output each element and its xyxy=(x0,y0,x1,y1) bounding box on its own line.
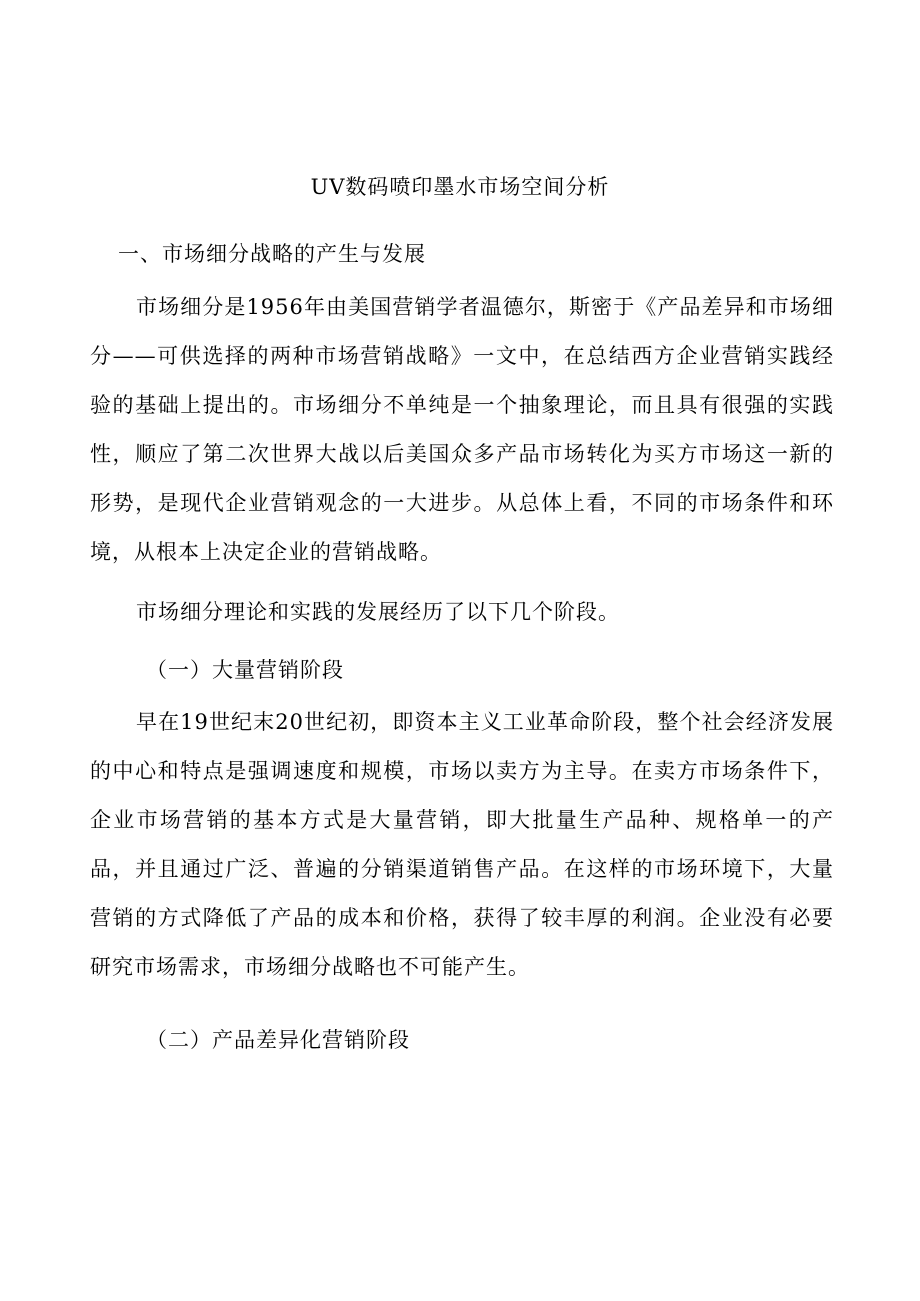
subsection-heading: （二）产品差异化营销阶段 xyxy=(146,1028,410,1052)
body-paragraph: 市场细分是1956年由美国营销学者温德尔，斯密于《产品差异和市场细分——可供选择的两种市场营销战略》一文中，在总结西方企业营销实践经验的基础上提出的。市场细分不单纯是一个抽象理论，而且具有很强的实践性，顺应了第二次世界大战以后美国众多产品市场转化为买方市场这一新的形势，是现代企业营销观念的一大进步。从总体上看，不同的市场条件和环境，从根本上决定企业的营销战略。 xyxy=(90,295,834,564)
document-title: UV数码喷印墨水市场空间分析 xyxy=(310,175,610,199)
body-paragraph: 早在19世纪末20世纪初，即资本主义工业革命阶段，整个社会经济发展的中心和特点是强调速度和规模，市场以卖方为主导。在卖方市场条件下，企业市场营销的基本方式是大量营销，即大批量生产品种、规格单一的产品，并且通过广泛、普遍的分销渠道销售产品。在这样的市场环境下，大量营销的方式降低了产品的成本和价格，获得了较丰厚的利润。企业没有必要研究市场需求，市场细分战略也不可能产生。 xyxy=(90,710,834,979)
body-paragraph: 市场细分理论和实践的发展经历了以下几个阶段。 xyxy=(136,600,620,624)
subsection-heading: （一）大量营销阶段 xyxy=(146,658,344,682)
section-heading: 一、市场细分战略的产生与发展 xyxy=(118,242,426,266)
